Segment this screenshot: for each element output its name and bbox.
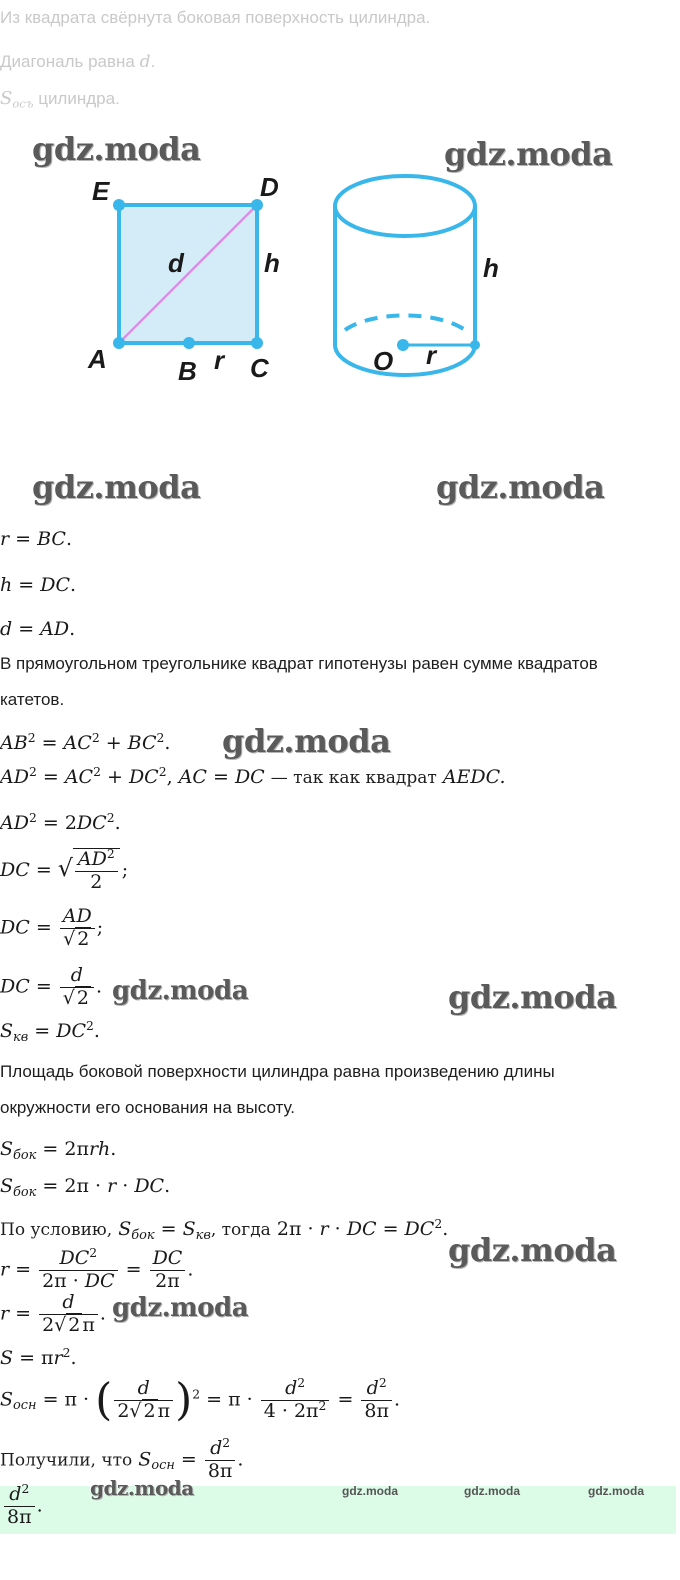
- label-a: A: [88, 344, 107, 374]
- eq-dc-ad: DC = $\frac{AD}{√ 2}$ ;: [0, 905, 104, 950]
- task-line-3: [0, 88, 120, 109]
- label-square-r: r: [214, 345, 225, 375]
- watermark: gdz.moda: [448, 1231, 617, 1269]
- cylinder-bottom-back: [345, 315, 465, 330]
- eq-s-pi-r2: $S = \pi r^2$.: [0, 1346, 77, 1369]
- label-c: C: [250, 353, 269, 383]
- watermark: gdz.moda: [448, 978, 617, 1016]
- sub-bok: бок: [13, 1184, 37, 1200]
- label-d: D: [260, 172, 279, 202]
- eq-pythag-ad: $AD^2 = AC^2 + DC^2$, AC = DC — так как квадрат AEDC.: [0, 765, 506, 788]
- point-c: [251, 337, 263, 349]
- task-line-1: Из квадрата свёрнута боковая поверхность цилиндра.: [0, 8, 431, 27]
- sub-kv: кв: [195, 1227, 211, 1243]
- watermark: gdz.moda: [342, 1484, 398, 1498]
- eq-dc-d: DC = $\frac{d}{√ 2}$ .: [0, 964, 103, 1009]
- eq-s-osn: $S_{осн} = \pi$ · ( $\frac{d}{2√ 2 \pi}$ )$^2$ = π · $\frac{d^2}{4 \cdot 2\pi^2}$ = $\frac{d^2}{8\pi}$ .: [0, 1374, 401, 1426]
- square-name: AEDC.: [442, 766, 506, 788]
- point-radius-end: [470, 340, 480, 350]
- eq-d: d = AD.: [0, 618, 76, 640]
- eq-s-kv: $S_{кв} = DC^2$.: [0, 1019, 100, 1045]
- task-line-3-text: цилиндра.: [38, 89, 120, 108]
- watermark: gdz.moda: [112, 976, 249, 1006]
- watermark: gdz.moda: [464, 1484, 520, 1498]
- task-sym-s: S: [0, 88, 13, 109]
- task-sym-sub: осъ: [12, 96, 34, 111]
- eq-pythag-ab: $AB^2 = AC^2 + BC^2$.: [0, 731, 171, 754]
- eq-r-dc: r = $\frac{DC^2}{2\pi \cdot DC}$ = $\frac{DC}{2\pi}$ .: [0, 1246, 194, 1292]
- watermark: gdz.moda: [112, 1293, 249, 1323]
- eq-s-bok: $S_{бок} = 2\pi rh$.: [0, 1138, 117, 1163]
- lateral-line-2: окружности его основания на высоту.: [0, 1098, 296, 1117]
- eq-h: h = DC.: [0, 574, 77, 596]
- lateral-line-1: Площадь боковой поверхности цилиндра равна произведению длины: [0, 1062, 555, 1081]
- task-line-2-text: Диагональ равна: [0, 52, 135, 71]
- watermark: gdz.moda: [32, 130, 201, 168]
- cylinder-figure: [335, 176, 480, 375]
- square-figure: [113, 199, 263, 349]
- theorem-line-2: катетов.: [0, 690, 65, 709]
- task-line-2: [0, 52, 155, 72]
- label-b: B: [178, 356, 197, 386]
- eq-condition: По условию, $S_{бок} = S_{кв}$, тогда 2π · r · DC = $DC^2$.: [0, 1217, 449, 1243]
- result-prefix: Получили, что: [0, 1450, 133, 1471]
- label-cyl-h: h: [483, 253, 499, 283]
- cylinder-top: [335, 176, 475, 236]
- answer-value: $\frac{d^2}{8\pi}$ .: [2, 1484, 43, 1529]
- watermark: gdz.moda: [222, 722, 391, 760]
- sub-osn: осн: [13, 1398, 37, 1414]
- watermark: gdz.moda: [90, 1476, 194, 1500]
- task-var-d: d: [139, 52, 151, 72]
- watermark: gdz.moda: [444, 135, 613, 173]
- result-line: Получили, что $S_{осн}$ = $\frac{d^2}{8\pi}$ .: [0, 1436, 244, 1482]
- by-condition-text: По условию,: [0, 1220, 113, 1240]
- label-diag-d: d: [168, 248, 184, 278]
- sub-bok: бок: [131, 1227, 155, 1243]
- point-o: [397, 339, 409, 351]
- theorem-line-1: В прямоугольном треугольнике квадрат гипотенузы равен сумме квадратов: [0, 654, 598, 673]
- eq-r-d: r = $\frac{d}{2√ 2 \pi}$ .: [0, 1291, 106, 1336]
- label-o: O: [373, 346, 394, 376]
- eq-r: r = BC.: [0, 528, 72, 550]
- label-e: E: [92, 176, 110, 206]
- because-square-text: — так как квадрат: [270, 768, 437, 788]
- label-square-h: h: [264, 248, 280, 278]
- watermark: gdz.moda: [32, 468, 201, 506]
- point-a: [113, 337, 125, 349]
- watermark: gdz.moda: [436, 468, 605, 506]
- sub-osn: осн: [151, 1458, 175, 1474]
- watermark: gdz.moda: [588, 1484, 644, 1498]
- eq-dc-sqrt: DC = √ $\frac{AD^2}{2}$ ;: [0, 847, 129, 893]
- sub-bok: бок: [13, 1147, 37, 1163]
- label-cyl-r: r: [426, 340, 437, 370]
- eq-s-bok-dc: $S_{бок} = 2\pi \cdot r$ · DC.: [0, 1175, 171, 1200]
- task-line-2-dot: .: [150, 52, 156, 71]
- then-text: , тогда: [210, 1220, 271, 1240]
- eq-ad-squared: $AD^2 = 2DC^2$.: [0, 811, 121, 834]
- point-b: [183, 337, 195, 349]
- sub-kv: кв: [13, 1029, 29, 1045]
- point-e: [113, 199, 125, 211]
